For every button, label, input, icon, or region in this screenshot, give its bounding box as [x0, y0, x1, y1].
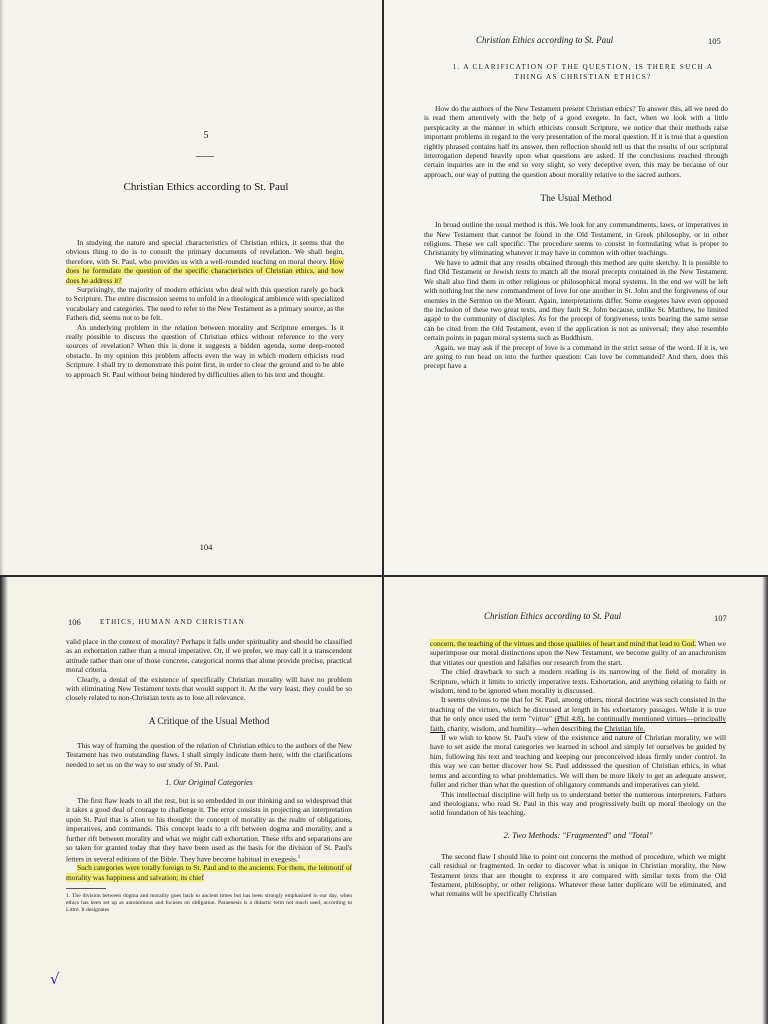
folio: 107 [714, 613, 727, 623]
page-105 [384, 0, 768, 575]
paragraph: This way of framing the question of the relation of Christian ethics to the authors of the New Testament has two outstanding flaws. I shall simply indicate them here, with the clarifications needed to set us on the way to our study of St. Paul. [66, 740, 352, 769]
sub-subheading: 1. Our Original Categories [165, 778, 253, 788]
footnote: 1. The division between dogma and morality goes back to ancient times but has been strongly emphasized in our day, when ethics has been set up as autonomous and focuses on obligation. Paraenesis is a didactic term not much used, according to Littré. It designates [66, 893, 352, 914]
check-mark-icon: √ [50, 970, 60, 988]
running-head: Christian Ethics according to St. Paul [476, 35, 614, 45]
chapter-rule [196, 156, 214, 157]
footnote-rule [66, 888, 106, 889]
chapter-title: Christian Ethics according to St. Paul [123, 181, 289, 193]
highlighted-text: How does he formulate the question of the specific characteristics of Christian ethics, and how does he address it? [66, 256, 344, 285]
body-text [66, 238, 344, 379]
folio: 104 [199, 542, 213, 552]
paragraph: Clearly, a denial of the existence of specifically Christian morality will have no problem with eliminating New Testament texts that would support it. At the very least, they could be so closely related to non-Christian texts as to lose all relevance. [66, 674, 352, 703]
subheading: A Critique of the Usual Method [148, 716, 270, 727]
subheading: The Usual Method [540, 194, 612, 205]
body-text [66, 637, 352, 914]
text-run: charity, wisdom, and humility—when describing the [445, 723, 605, 733]
paragraph: In broad outline the usual method is this. We look for any commandments, laws, or imperatives in the New Testament that cannot be found in the Old Testament, in Greek philosophy, or in other religions. These we call specific. The procedure seems to consist in formulating what is proper to Christianity by eliminating whatever it may have in common with other teachings. [424, 220, 728, 258]
chapter-number: 5 [203, 130, 209, 141]
text-run: In studying the nature and special characteristics of Christian ethics, it seems that the obvious thing to do is to consult the primary documents of revelation. We shall begin, therefore, with St. Paul, who provides us with a well-rounded teaching on moral theory. [66, 238, 344, 266]
underlined-text: (Phil 4:8), he continually mentioned virtues—principally faith, [430, 714, 726, 733]
page-107 [384, 577, 768, 1024]
paragraph: We have to admit that any results obtained through this method are quite sketchy. It is possible to find Old Testament or Jewish texts to match all the moral precepts contained in the New Testament. We shall also find them in other religious or philosophical moral systems. In the end we will be left with nothing but the new commandment of love for one another in St. John and the forgiveness of our enemies in the Sermon on the Mount. Again, interpretations differ. Some exegetes have even opposed the inclusion of these two great texts, and they fault St. John because, unlike St. Matthew, he limited agapè to the community of disciples. As for the precept of forgiveness, texts bearing the same sense can be cited from the Old Testament, even if the application is not as universal; they also resemble certain points in pagan moral systems such as Buddhism. [424, 257, 728, 343]
paragraph: Surprisingly, the majority of modern ethicists who deal with this question rarely go back to Scripture. The entire discussion seems to unfold in a theological ambience with specialized vocabulary and categories. The need to refer to the New Testament as a primary source, as the Fathers did, seems not to be felt. [66, 285, 344, 323]
text-run: It seems obvious to me that for St. Paul, among others, moral doctrine was such consisted in the teaching of the virtues, which he discussed at length in his exhortatory passages. While it is true that he only once used the term "virtue" [430, 695, 726, 724]
folio: 105 [708, 36, 721, 46]
page-106 [0, 577, 382, 1024]
paragraph [430, 639, 726, 667]
paragraph [430, 695, 726, 733]
page-104 [0, 0, 382, 575]
paragraph: valid place in the context of morality? Perhaps it falls under spirituality and should be classified as an exhortation rather than a moral imperative. Or, if we prefer, we may call it a transcendent attitude rather than one of those concrete, categorical norms that alone provide precise, practical moral criteria. [66, 637, 352, 675]
running-head: ETHICS, HUMAN AND CHRISTIAN [100, 618, 246, 626]
underlined-text: Christian life. [604, 723, 646, 733]
paragraph [66, 238, 344, 285]
paragraph [66, 796, 352, 863]
paragraph: This intellectual discipline will help us to understand better the numerous interpreters, Fathers and theologians, who read St. Paul in this way and progressively built up moral theology on the solid foundation of his teaching. [430, 789, 726, 818]
paragraph [66, 863, 352, 882]
paragraph: If we wish to know St. Paul's view of the existence and nature of Christian morality, we will have to set aside the moral categories we learned in school and simply let ourselves be guided by him, following his text and teaching and keeping our preconceived ideas firmly under control. In this way we can better discover how St. Paul addressed the question of Christian ethics, in what terms and according to what problematics. We will then be more likely to get an adequate answer, fuller and richer than what the question of obligatory commands and imperatives can yield. [430, 733, 726, 790]
footnote-ref: 1 [297, 854, 301, 860]
text-run: The first flaw leads to all the rest, but is so embedded in our thinking and so widespread that it takes a good deal of courage to challenge it. The error consists in projecting an interpretation upon St. Paul that is alien to his thought: the concept of morality as the realm of obligations, imperatives, and commands. This concept leads to a rift between dogma and morality, and a further rift between morality and what we might call exhortation. These rifts and separations are so taken for granted today that they have been used as the basis for the division of St. Paul's letters in several editions of the Bible. They have become habitual in exegesis. [66, 796, 352, 863]
paragraph: The chief drawback to such a modern reading is its narrowing of the field of morality in Scripture, which it limits to strictly imperative texts. Exhortation, and anything relating to faith or wisdom, tend to be ignored when morality is discussed. [430, 667, 726, 696]
paragraph: An underlying problem in the relation between morality and Scripture emerges. Is it really possible to discuss the question of Christian ethics without reference to the very sources of revelation? When this is done it suggests a hidden agenda, some deep-rooted obstacle. In my opinion this problem affects even the way in which modern ethicists read Scripture. I shall try to demonstrate this point first, in order to clear the ground and to be able to approach St. Paul without being hindered by difficulties alien to his text and thought. [66, 322, 344, 379]
body-text [424, 104, 728, 371]
section-heading: 1. A CLARIFICATION OF THE QUESTION, IS THERE SUCH A THING AS CHRISTIAN ETHICS? [452, 63, 714, 81]
running-head: Christian Ethics according to St. Paul [484, 611, 622, 621]
subheading: 2. Two Methods: "Fragmented" and "Total" [503, 829, 653, 840]
highlighted-text: Such categories were totally foreign to St. Paul and to the ancients. For them, the leitmotif of morality was happiness and salvation; its chief [66, 863, 352, 882]
body-text [430, 639, 726, 899]
paragraph: Again, we may ask if the precept of love is a command in the strict sense of the word. If it is, we are going to run head on into the further question: Can love be commanded? And then, does this precept have a [424, 342, 728, 371]
text-run: When we superimpose our moral distinctions upon the New Testament, we become guilty of an anachronism that vitiates our question and falsifies our research from the start. [430, 639, 727, 667]
paragraph: How do the authors of the New Testament present Christian ethics? To answer this, all we need do is read them attentively with the help of a good exegete. In fact, when we look with a little perspicacity at the manner in which ethicists consult Scripture, we notice that their methods raise important problems in regard to the very presentation of the moral question. If it is true that a question rightly phrased contains half its answer, then reflection should tell us that the results of our scriptural interrogation depend heavily upon what questions are asked. If the conclusions reached through certain inquiries are in the end so very slight, so very deceptive even, this may be because of our approach, our way of putting the question about morality relative to the sacred authors. [424, 104, 728, 179]
paragraph: The second flaw I should like to point out concerns the method of procedure, which we might call residual or fragmented. In order to discover what is unique in Christian morality, the New Testament texts that are thought to express it are compared with similar texts from the Old Testament, philosophy, or other religions. Whatever these latter duplicate will be eliminated, and what remains will be specifically Christian [430, 851, 726, 899]
highlighted-text: concern, the teaching of the virtues and those qualities of heart and mind that lead to God. [430, 639, 697, 648]
folio: 106 [68, 617, 81, 627]
